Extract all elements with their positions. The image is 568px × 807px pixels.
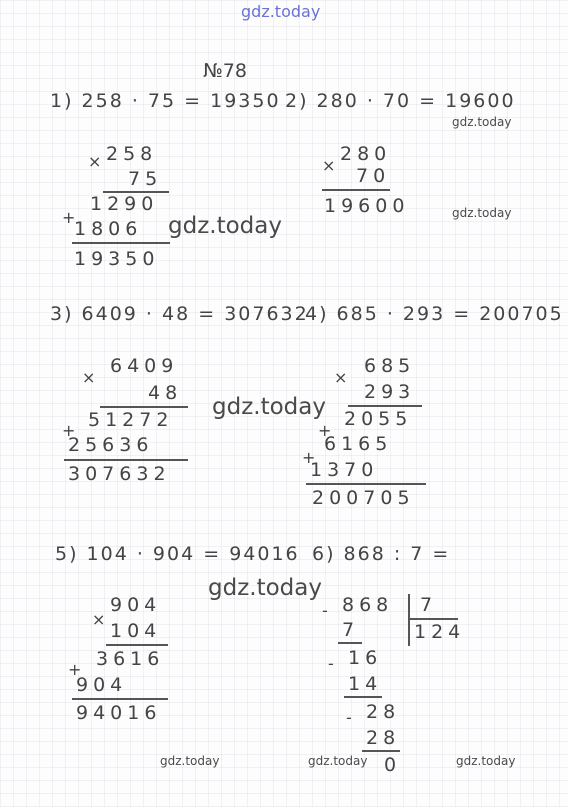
task-5-equation: 5) 104 · 904 = 94016 xyxy=(55,543,300,565)
task-2-multiply-sign: × xyxy=(322,156,336,175)
task-5-plus-sign: + xyxy=(68,660,82,679)
task-6-line-1 xyxy=(338,642,362,644)
task-3-partial-2: 25636 xyxy=(68,434,154,456)
task-6-quotient: 124 xyxy=(414,621,466,643)
task-2-line xyxy=(322,189,390,191)
task-6-divisor: 7 xyxy=(420,594,438,616)
task-6-remainder-1: 16 xyxy=(348,647,383,669)
task-3-line-1 xyxy=(100,406,188,408)
task-6-minus-sign: - xyxy=(322,601,328,620)
task-6-minus-sign-3: - xyxy=(346,708,352,727)
task-4-operand-1: 685 xyxy=(364,355,416,377)
task-6-minus-sign-2: - xyxy=(328,654,334,673)
task-6-division-bar xyxy=(408,594,410,646)
task-1-plus-sign: + xyxy=(62,208,76,227)
problem-number: №78 xyxy=(203,60,247,82)
task-4-line-2 xyxy=(306,483,426,485)
task-3-multiply-sign: × xyxy=(82,368,96,387)
watermark-small-3: gdz.today xyxy=(160,754,220,768)
task-4-plus-sign: + xyxy=(318,421,332,440)
task-1-operand-1: 258 xyxy=(106,143,158,165)
task-4-line-1 xyxy=(348,405,422,407)
task-5-line-1 xyxy=(106,644,168,646)
task-1-equation: 1) 258 · 75 = 19350 xyxy=(50,90,281,112)
task-6-subtrahend-2: 14 xyxy=(348,673,383,695)
watermark-big-2: gdz.today xyxy=(212,394,326,420)
task-6-remainder-3: 0 xyxy=(384,754,402,776)
watermark-big-1: gdz.today xyxy=(168,213,282,239)
watermark-small-1: gdz.today xyxy=(452,115,512,129)
task-3-operand-1: 6409 xyxy=(110,355,179,377)
task-1-partial-2: 1806 xyxy=(74,218,143,240)
task-4-multiply-sign: × xyxy=(334,368,348,387)
task-4-operand-2: 293 xyxy=(364,381,416,403)
task-4-partial-2: 6165 xyxy=(324,433,393,455)
task-4-equation: 4) 685 · 293 = 200705 xyxy=(305,303,564,325)
task-3-operand-2: 48 xyxy=(148,382,183,404)
task-1-operand-2: 75 xyxy=(128,168,163,190)
watermark-small-4: gdz.today xyxy=(308,754,368,768)
task-4-partial-3: 1370 xyxy=(310,459,379,481)
task-6-quotient-line xyxy=(408,618,458,620)
task-3-equation: 3) 6409 · 48 = 307632 xyxy=(50,303,309,325)
task-6-remainder-2: 28 xyxy=(366,701,401,723)
task-1-multiply-sign: × xyxy=(88,152,102,171)
task-2-operand-1: 280 xyxy=(340,143,392,165)
task-6-line-2 xyxy=(344,696,382,698)
task-6-subtrahend-3: 28 xyxy=(366,727,401,749)
task-5-partial-2: 904 xyxy=(76,674,128,696)
task-4-result: 200705 xyxy=(312,487,415,509)
watermark-big-3: gdz.today xyxy=(208,575,322,601)
task-1-line-2 xyxy=(72,242,170,244)
task-5-result: 94016 xyxy=(76,702,162,724)
watermark-top: gdz.today xyxy=(241,2,321,21)
task-4-partial-1: 2055 xyxy=(344,408,413,430)
task-3-partial-1: 51272 xyxy=(88,409,174,431)
task-1-result: 19350 xyxy=(74,248,160,270)
task-4-plus-sign-2: + xyxy=(302,448,316,467)
task-2-result: 19600 xyxy=(324,195,410,217)
task-5-operand-1: 904 xyxy=(110,594,162,616)
task-3-plus-sign: + xyxy=(62,421,76,440)
task-6-subtrahend-1: 7 xyxy=(342,619,360,641)
task-5-multiply-sign: × xyxy=(92,610,106,629)
task-5-line-2 xyxy=(72,698,168,700)
task-3-result: 307632 xyxy=(68,463,171,485)
task-2-operand-2: 70 xyxy=(356,165,391,187)
task-6-equation: 6) 868 : 7 = xyxy=(312,543,451,565)
task-5-operand-2: 104 xyxy=(110,620,162,642)
task-6-line-3 xyxy=(362,750,400,752)
task-5-partial-1: 3616 xyxy=(96,648,165,670)
watermark-small-2: gdz.today xyxy=(452,206,512,220)
task-2-equation: 2) 280 · 70 = 19600 xyxy=(285,90,516,112)
task-1-partial-1: 1290 xyxy=(90,193,159,215)
watermark-small-5: gdz.today xyxy=(456,754,516,768)
task-3-line-2 xyxy=(64,459,188,461)
task-6-dividend: 868 xyxy=(342,594,394,616)
